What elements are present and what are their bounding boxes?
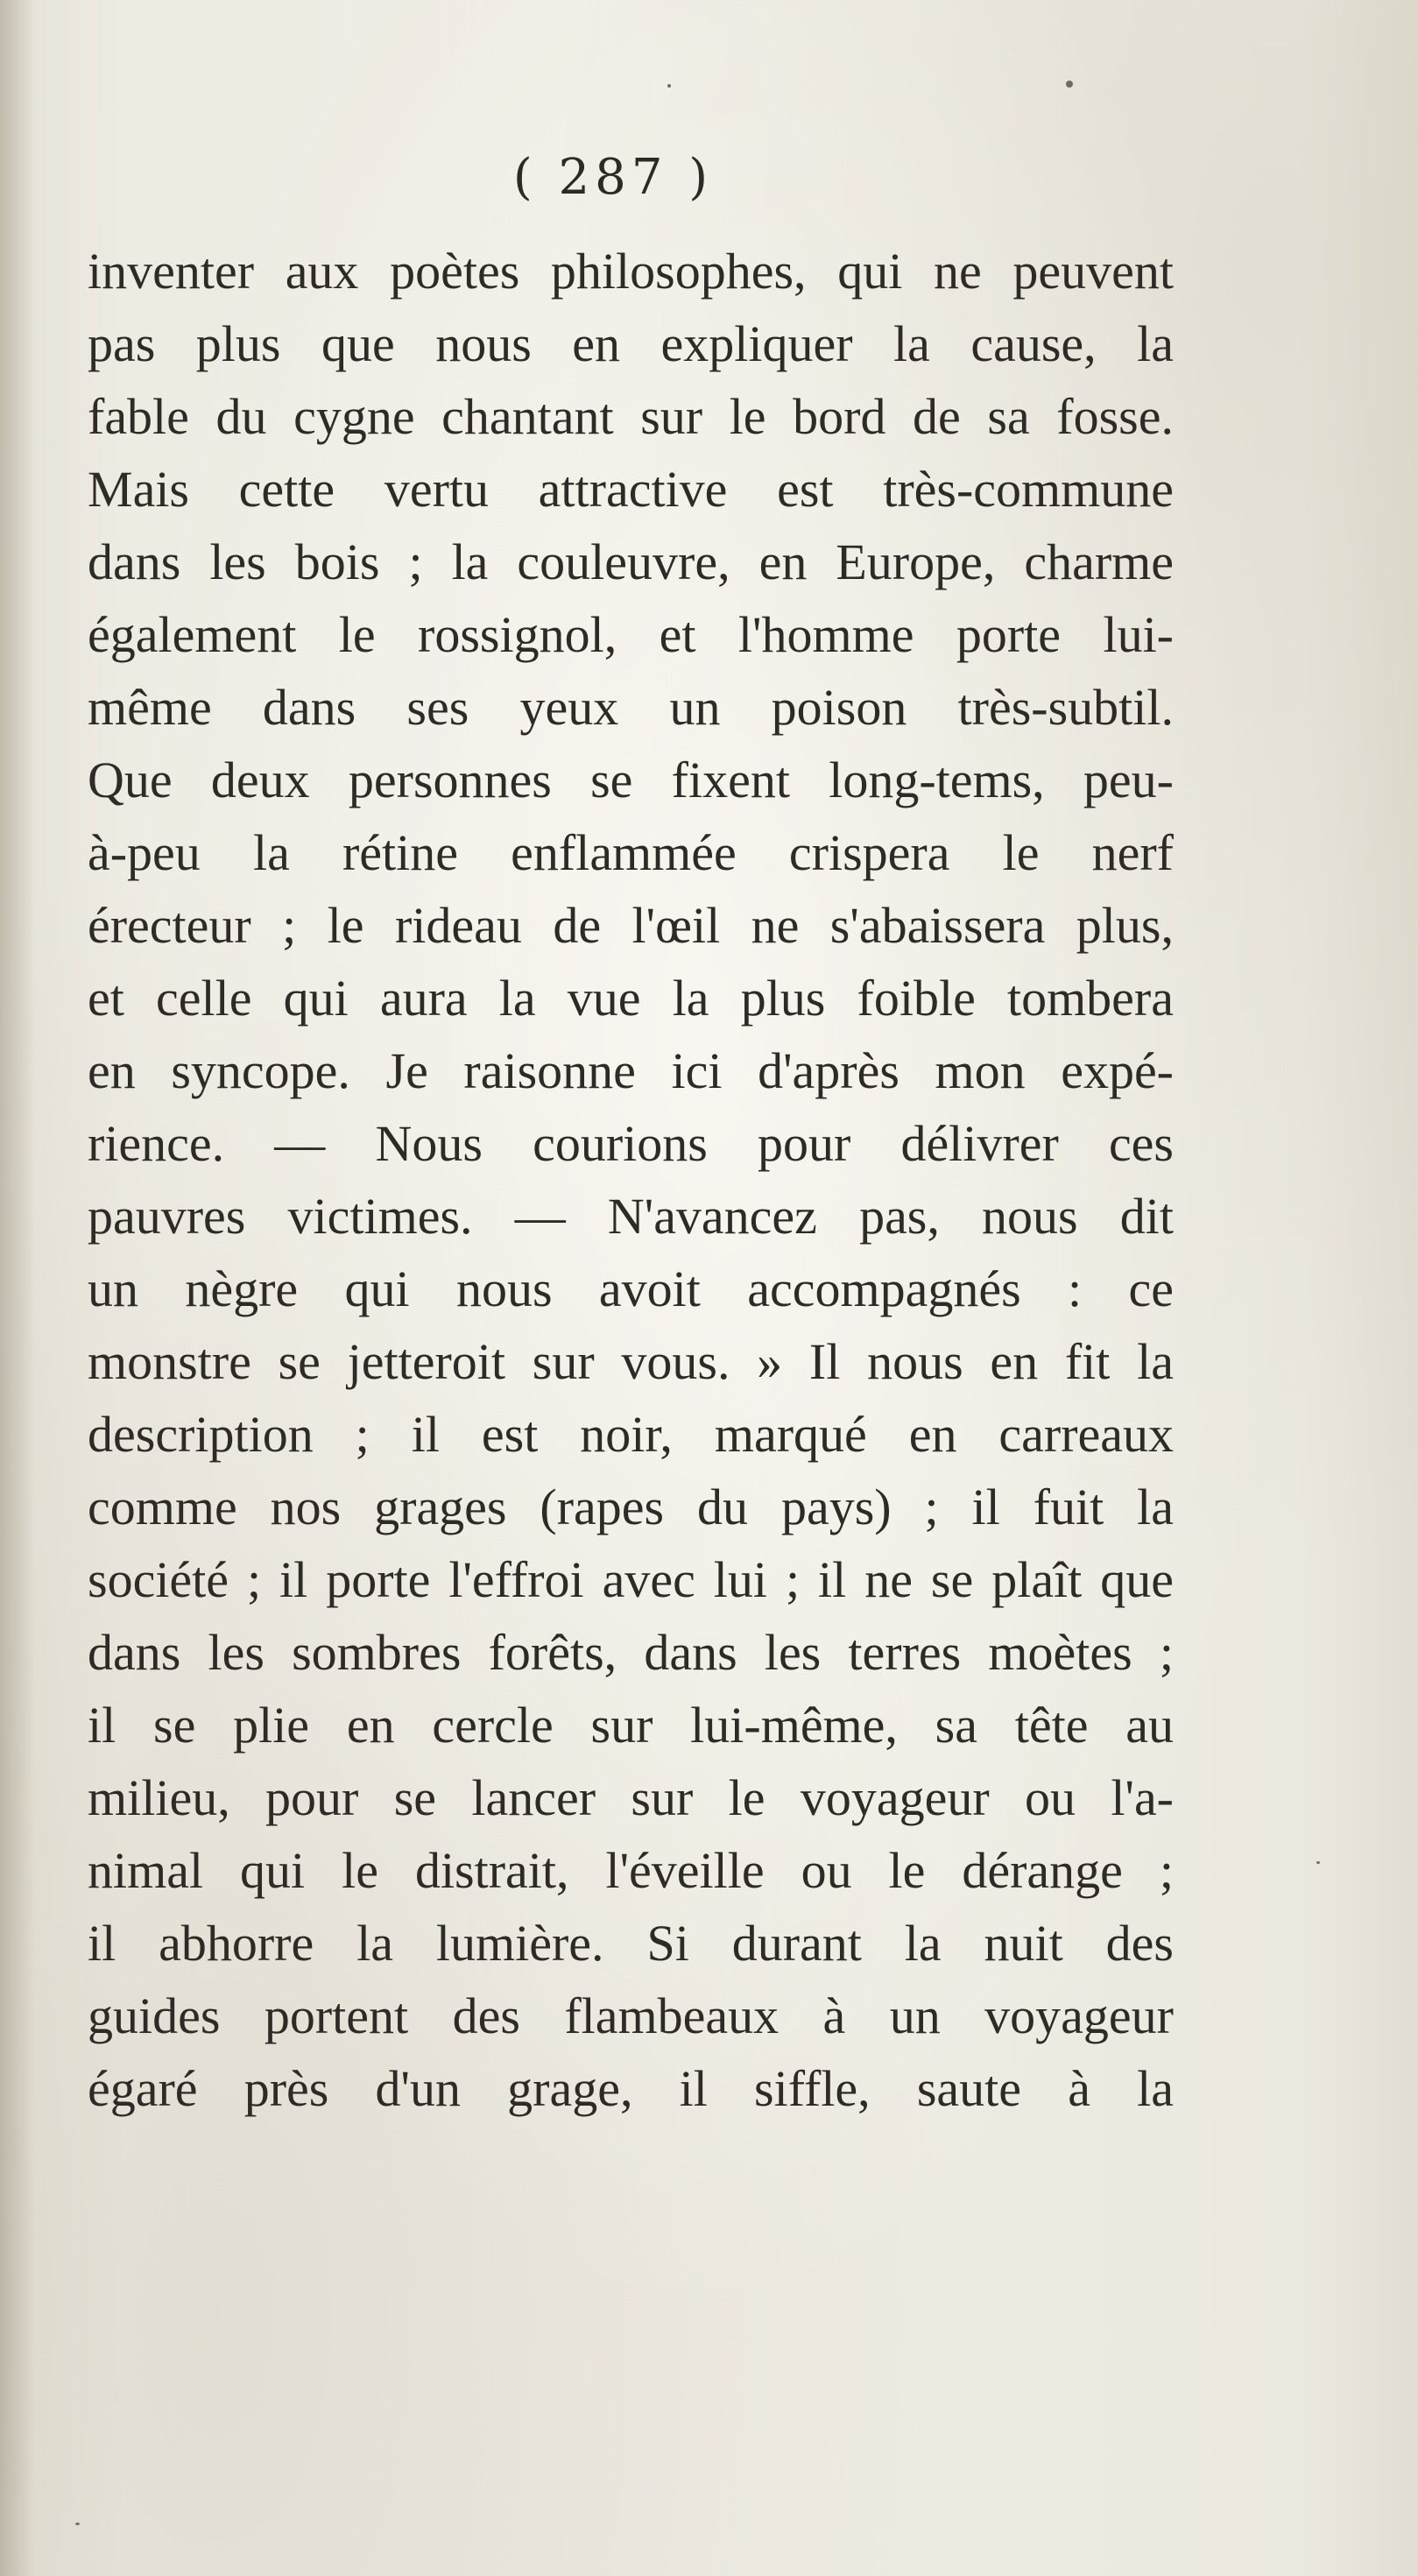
text-line: pas plus que nous en expliquer la cause, la [88, 315, 1174, 372]
text-line: un nègre qui nous avoit accompagnés : ce [88, 1260, 1174, 1317]
paper-speck [75, 2523, 80, 2525]
page-number: ( 287 ) [512, 149, 714, 206]
text-line: même dans ses yeux un poison très-subtil. [88, 679, 1174, 736]
text-line: pauvres victimes. — N'avancez pas, nous dit [88, 1188, 1174, 1245]
text-line: nimal qui le distrait, l'éveille ou le dérange ; [88, 1842, 1174, 1899]
text-line: Que deux personnes se fixent long-tems, peu- [88, 752, 1174, 808]
text-line: monstre se jetteroit sur vous. » Il nous en fit la [88, 1333, 1174, 1390]
text-line: également le rossignol, et l'homme porte lui- [88, 606, 1174, 663]
text-line: comme nos grages (rapes du pays) ; il fuit la [88, 1479, 1174, 1535]
text-line: et celle qui aura la vue la plus foible tombera [88, 970, 1174, 1027]
text-line: dans les bois ; la couleuvre, en Europe, charme [88, 533, 1174, 590]
text-line: il se plie en cercle sur lui-même, sa tête au [88, 1697, 1174, 1754]
text-line: il abhorre la lumière. Si durant la nuit des [88, 1915, 1174, 1972]
paper-speck [667, 84, 671, 88]
body-text [88, 235, 1174, 2125]
text-line: inventer aux poètes philosophes, qui ne peuvent [88, 243, 1174, 300]
text-line: à-peu la rétine enflammée crispera le nerf [88, 824, 1174, 881]
text-line: érecteur ; le rideau de l'œil ne s'abaissera plus, [88, 897, 1174, 954]
text-line: Mais cette vertu attractive est très-commune [88, 461, 1174, 518]
text-line: égaré près d'un grage, il siffle, saute à la [88, 2060, 1174, 2117]
text-line: en syncope. Je raisonne ici d'après mon expé- [88, 1042, 1174, 1099]
text-line: société ; il porte l'effroi avec lui ; il ne se plaît que [88, 1551, 1174, 1608]
text-line: fable du cygne chantant sur le bord de sa fosse. [88, 388, 1174, 445]
text-line: dans les sombres forêts, dans les terres moètes ; [88, 1624, 1174, 1681]
text-line: guides portent des flambeaux à un voyageur [88, 1987, 1174, 2044]
paper-speck [1066, 81, 1073, 88]
text-line: description ; il est noir, marqué en carreaux [88, 1406, 1174, 1463]
binding-shadow [0, 0, 35, 2576]
text-line: milieu, pour se lancer sur le voyageur ou l'a- [88, 1769, 1174, 1826]
paper-speck [1316, 1861, 1320, 1864]
text-line: rience. — Nous courions pour délivrer ces [88, 1115, 1174, 1172]
